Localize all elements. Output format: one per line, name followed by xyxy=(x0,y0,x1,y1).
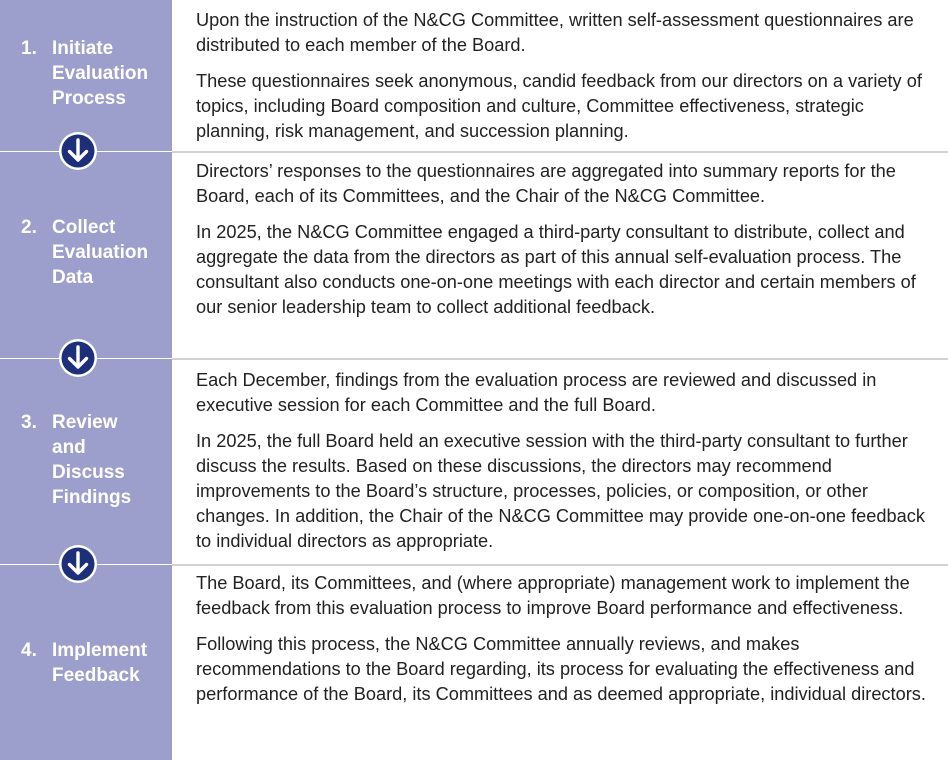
step-title xyxy=(52,36,169,111)
step-title xyxy=(52,410,169,510)
step-2-label xyxy=(21,215,169,290)
paragraph: Directors’ responses to the questionnaires are aggregated into summary reports for the Board, each of its Committees, and the Chair of the N&CG Committee. xyxy=(196,161,896,206)
paragraph: These questionnaires seek anonymous, candid feedback from our directors on a variety of topics, including Board composition and culture, Committee effectiveness, strategic planning, risk management, and succession planning. xyxy=(196,71,922,141)
step-title-line: Implement xyxy=(52,640,148,661)
step-number: 1. xyxy=(21,38,37,59)
step-title-line: Feedback xyxy=(52,665,140,686)
step-number: 2. xyxy=(21,217,37,238)
section-separator xyxy=(172,151,948,153)
arrow-down-circle-icon xyxy=(58,131,98,171)
step-2-description xyxy=(196,159,941,320)
arrow-down-circle-icon xyxy=(58,338,98,378)
paragraph: Following this process, the N&CG Committee annually reviews, and makes recommendations to the Board regarding, its process for evaluating the effectiveness and performance of the Board, its Committees and as deemed appropriate, individual directors. xyxy=(196,634,926,704)
step-number: 4. xyxy=(21,640,37,661)
paragraph: In 2025, the full Board held an executive session with the third-party consultant to further discuss the results. Based on these discussions, the directors may recommend improvements to the Board’s structure, processes, policies, or composition, or other changes. In addition, the Chair of the N&CG Committee may provide one-on-one feedback to individual directors as appropriate. xyxy=(196,431,925,551)
step-4-description xyxy=(196,571,941,707)
paragraph: The Board, its Committees, and (where appropriate) management work to implement the feedback from this evaluation process to improve Board performance and effectiveness. xyxy=(196,573,910,618)
step-1-label xyxy=(21,36,169,111)
step-title-line: Initiate xyxy=(52,38,114,59)
step-title-line: Data xyxy=(52,267,94,288)
step-title-line: Process xyxy=(52,88,126,109)
step-1-description xyxy=(196,8,941,144)
step-3-description xyxy=(196,368,941,554)
paragraph: In 2025, the N&CG Committee engaged a third-party consultant to distribute, collect and aggregate the data from the directors as part of this annual self-evaluation process. The consultant also conducts one-on-one meetings with each director and certain members of our senior leadership team to collect additional feedback. xyxy=(196,222,916,317)
step-title xyxy=(52,638,169,688)
section-separator xyxy=(172,358,948,360)
paragraph: Upon the instruction of the N&CG Committee, written self-assessment questionnaires are distributed to each member of the Board. xyxy=(196,10,914,55)
step-title-line: Collect xyxy=(52,217,116,238)
step-title-line: Discuss xyxy=(52,462,125,483)
step-number: 3. xyxy=(21,412,37,433)
step-sidebar xyxy=(0,0,172,760)
step-4-label xyxy=(21,638,169,688)
step-title-line: Evaluation xyxy=(52,63,149,84)
arrow-down-circle-icon xyxy=(58,544,98,584)
step-title-line: Findings xyxy=(52,487,132,508)
step-title xyxy=(52,215,169,290)
step-title-line: Evaluation xyxy=(52,242,149,263)
section-separator xyxy=(172,564,948,566)
step-title-line: and xyxy=(52,437,86,458)
step-3-label xyxy=(21,410,169,510)
step-title-line: Review xyxy=(52,412,118,433)
paragraph: Each December, findings from the evaluation process are reviewed and discussed in executive session for each Committee and the full Board. xyxy=(196,370,877,415)
